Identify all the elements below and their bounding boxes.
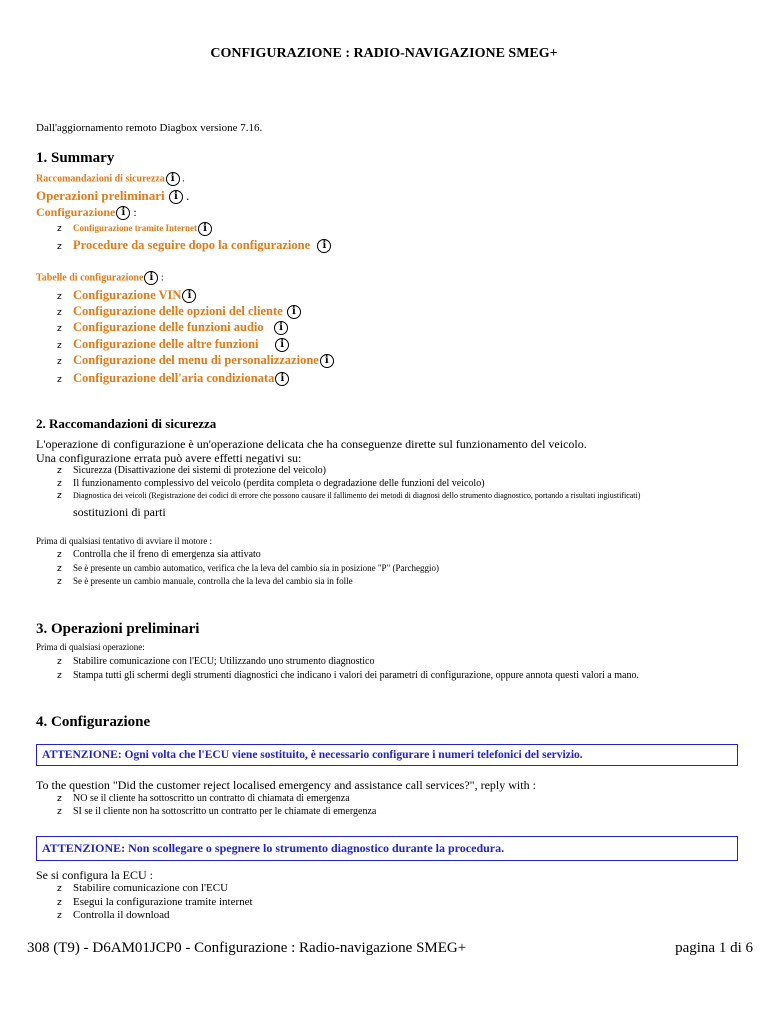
toc-item-configurazione[interactable] bbox=[36, 205, 137, 220]
info-icon[interactable]: i bbox=[198, 222, 212, 236]
toc-link-configurazione[interactable]: Configurazione bbox=[36, 205, 116, 219]
intro-text: Dall'aggiornamento remoto Diagbox versione 7.16. bbox=[36, 122, 263, 134]
bullet-icon: z bbox=[57, 898, 62, 908]
list-item bbox=[57, 563, 439, 574]
toc-subitem-menu[interactable] bbox=[57, 353, 334, 368]
list-item bbox=[57, 670, 639, 681]
bullet-icon: z bbox=[57, 375, 62, 385]
document-title: CONFIGURAZIONE : RADIO-NAVIGAZIONE SMEG+ bbox=[210, 46, 558, 61]
toc-colon: : bbox=[133, 205, 137, 219]
warning-box bbox=[36, 744, 738, 766]
list-item bbox=[57, 882, 228, 894]
list-item bbox=[57, 576, 353, 587]
toc-subitem-internet[interactable] bbox=[57, 222, 212, 236]
heading-configurazione: 4. Configurazione bbox=[36, 714, 151, 730]
toc-subitem-aria[interactable] bbox=[57, 371, 289, 386]
warning-text: ATTENZIONE: Non scollegare o spegnere lo strumento diagnostico durante la procedura. bbox=[42, 841, 505, 855]
list-item-text: Se è presente un cambio automatico, verifica che la leva del cambio sia in posizione "P" (Parcheggio) bbox=[73, 563, 439, 573]
bullet-icon: z bbox=[57, 657, 62, 667]
toc-link-audio[interactable]: Configurazione delle funzioni audio bbox=[73, 320, 264, 334]
bullet-icon: z bbox=[57, 357, 62, 367]
toc-link-altre[interactable]: Configurazione delle altre funzioni bbox=[73, 337, 259, 351]
toc-subitem-altre[interactable] bbox=[57, 337, 289, 352]
bullet-icon: z bbox=[57, 292, 62, 302]
toc-item-raccomandazioni[interactable] bbox=[36, 172, 185, 186]
bullet-icon: z bbox=[57, 466, 62, 476]
info-icon[interactable]: i bbox=[275, 372, 289, 386]
heading-sicurezza: 2. Raccomandazioni di sicurezza bbox=[36, 416, 217, 431]
footer-page-number: pagina 1 di 6 bbox=[675, 940, 753, 956]
list-item bbox=[57, 491, 640, 501]
list-item-text: Stabilire comunicazione con l'ECU; Utilizzando uno strumento diagnostico bbox=[73, 656, 375, 667]
prelim-intro: Prima di qualsiasi operazione: bbox=[36, 642, 145, 652]
bullet-icon: z bbox=[57, 242, 62, 252]
toc-link-vin[interactable]: Configurazione VIN bbox=[73, 288, 182, 302]
list-item-text: Diagnostica dei veicoli (Registrazione dei codici di errore che possono causare il fallimento dei metodi di diagnosi dello strumento diagnostico, portando a risultati ingiustificati) bbox=[73, 491, 641, 500]
bullet-icon: z bbox=[57, 564, 62, 574]
heading-preliminari: 3. Operazioni preliminari bbox=[36, 621, 200, 637]
list-item-text: SI se il cliente non ha sottoscritto un contratto per le chiamate di emergenza bbox=[73, 806, 377, 817]
list-item-text: Sicurezza (Disattivazione dei sistemi di protezione del veicolo) bbox=[73, 465, 326, 476]
list-item bbox=[57, 478, 485, 489]
heading-summary: 1. Summary bbox=[36, 150, 115, 166]
info-icon[interactable]: i bbox=[320, 354, 334, 368]
bullet-icon: z bbox=[57, 308, 62, 318]
engine-intro: Prima di qualsiasi tentativo di avviare il motore : bbox=[36, 536, 212, 546]
toc-link-tabelle[interactable]: Tabelle di configurazione bbox=[36, 272, 144, 284]
list-item bbox=[57, 656, 374, 667]
info-icon[interactable]: i bbox=[182, 289, 196, 303]
warning-text: ATTENZIONE: Ogni volta che l'ECU viene sostituito, è necessario configurare i numeri telefonici del servizio. bbox=[42, 749, 583, 761]
list-item-text: Stampa tutti gli schermi degli strumenti diagnostici che indicano i valori dei parametri di configurazione, oppure annota questi valori a mano. bbox=[73, 670, 639, 681]
toc-dot: . bbox=[182, 173, 185, 185]
bullet-icon: z bbox=[57, 491, 62, 501]
bullet-icon: z bbox=[57, 671, 62, 681]
toc-subitem-vin[interactable] bbox=[57, 288, 196, 303]
bullet-icon: z bbox=[57, 550, 62, 560]
info-icon[interactable]: i bbox=[287, 305, 301, 319]
info-icon[interactable]: i bbox=[169, 190, 183, 204]
toc-subitem-procedure[interactable] bbox=[57, 238, 331, 253]
toc-dot: . bbox=[186, 188, 190, 203]
list-item bbox=[57, 896, 253, 908]
info-icon[interactable]: i bbox=[317, 239, 331, 253]
list-item bbox=[57, 909, 170, 921]
toc-colon: : bbox=[160, 272, 164, 284]
list-item-text: Esegui la configurazione tramite internet bbox=[73, 896, 253, 908]
question-text: To the question "Did the customer reject localised emergency and assistance call services?", reply with : bbox=[36, 778, 536, 792]
toc-link-procedure[interactable]: Procedure da seguire dopo la configurazione bbox=[73, 238, 311, 252]
toc-link-operazioni[interactable]: Operazioni preliminari bbox=[36, 188, 165, 203]
bullet-icon: z bbox=[57, 794, 62, 804]
list-item bbox=[57, 806, 376, 817]
info-icon[interactable]: i bbox=[116, 206, 130, 220]
toc-link-menu[interactable]: Configurazione del menu di personalizzazione bbox=[73, 353, 319, 367]
list-item-text: Controlla che il freno di emergenza sia attivato bbox=[73, 549, 261, 560]
safety-paragraph-2: Una configurazione errata può avere effetti negativi su: bbox=[36, 451, 302, 465]
bullet-icon: z bbox=[57, 577, 62, 587]
bullet-icon: z bbox=[57, 479, 62, 489]
bullet-icon: z bbox=[57, 324, 62, 334]
toc-link-internet[interactable]: Configurazione tramite Internet bbox=[73, 223, 197, 234]
info-icon[interactable]: i bbox=[144, 271, 158, 285]
info-icon[interactable]: i bbox=[166, 172, 180, 186]
bullet-icon: z bbox=[57, 224, 62, 235]
list-item-text: Se è presente un cambio manuale, controlla che la leva del cambio sia in folle bbox=[73, 576, 353, 586]
toc-subitem-audio[interactable] bbox=[57, 320, 288, 335]
toc-item-tabelle[interactable] bbox=[36, 271, 164, 285]
info-icon[interactable]: i bbox=[274, 321, 288, 335]
list-item bbox=[57, 793, 350, 804]
list-item-text: NO se il cliente ha sottoscritto un contratto di chiamata di emergenza bbox=[73, 793, 350, 804]
list-item-continuation: sostituzioni di parti bbox=[73, 505, 166, 519]
list-item bbox=[57, 465, 326, 476]
safety-paragraph-1: L'operazione di configurazione è un'operazione delicata che ha conseguenze dirette sul funzionamento del veicolo. bbox=[36, 437, 587, 451]
bullet-icon: z bbox=[57, 911, 62, 921]
toc-link-opzioni[interactable]: Configurazione delle opzioni del cliente bbox=[73, 304, 283, 318]
bullet-icon: z bbox=[57, 341, 62, 351]
toc-item-operazioni[interactable] bbox=[36, 188, 189, 204]
list-item-text: Il funzionamento complessivo del veicolo (perdita completa o degradazione delle funzioni del veicolo) bbox=[73, 478, 485, 489]
info-icon[interactable]: i bbox=[275, 338, 289, 352]
toc-subitem-opzioni[interactable] bbox=[57, 304, 301, 319]
list-item-text: Controlla il download bbox=[73, 909, 170, 921]
footer-doc-ref: 308 (T9) - D6AM01JCP0 - Configurazione : Radio-navigazione SMEG+ bbox=[27, 940, 467, 956]
list-item-text: Stabilire comunicazione con l'ECU bbox=[73, 882, 229, 894]
toc-link-aria[interactable]: Configurazione dell'aria condizionata bbox=[73, 371, 275, 385]
bullet-icon: z bbox=[57, 807, 62, 817]
toc-link-raccomandazioni[interactable]: Raccomandazioni di sicurezza bbox=[36, 173, 165, 185]
bullet-icon: z bbox=[57, 884, 62, 894]
list-item bbox=[57, 549, 261, 560]
warning-box bbox=[36, 836, 738, 861]
ecu-intro: Se si configura la ECU : bbox=[36, 868, 153, 882]
